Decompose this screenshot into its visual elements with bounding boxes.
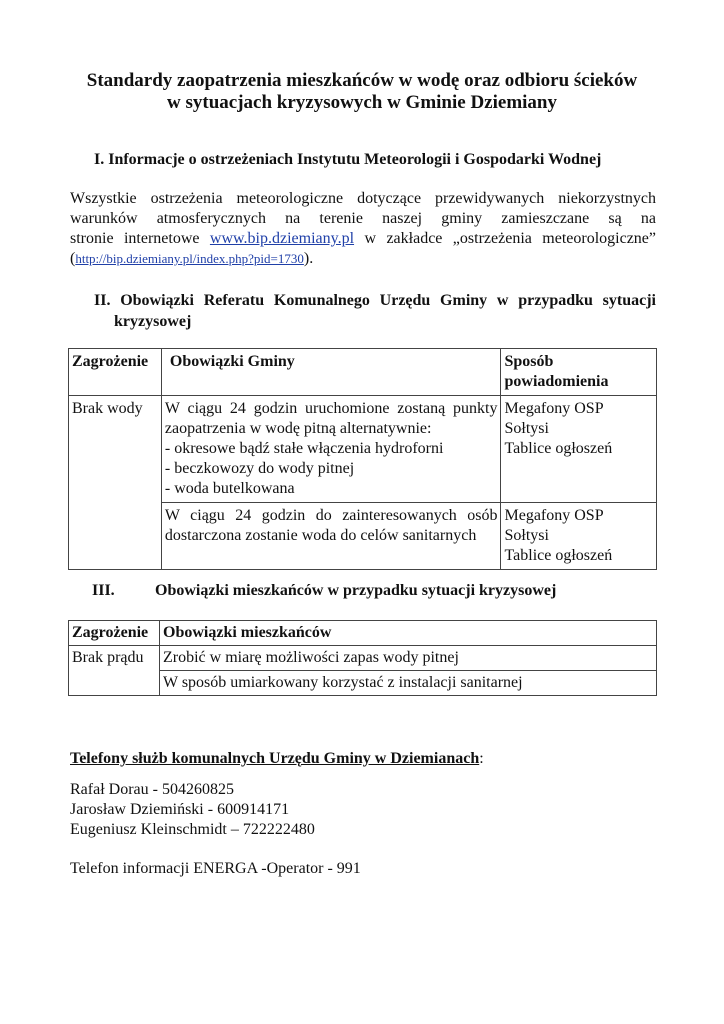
notify-item: Tablice ogłoszeń [504, 440, 613, 457]
header-duties: Obowiązki mieszkańców [160, 621, 657, 646]
title-line-1: Standardy zaopatrzenia mieszkańców w wodę oraz odbioru ścieków [86, 70, 638, 91]
phones-heading-colon: : [479, 750, 484, 767]
notification-cell [501, 396, 657, 503]
paragraph-line-3-post: w zakładce „ostrzeżenia meteorologiczne” [354, 230, 657, 247]
duty-line: W ciągu 24 godzin do zainteresowanych osób [164, 507, 498, 524]
residents-duties-table [68, 620, 657, 696]
section-2-heading-line-2: kryzysowej [114, 313, 192, 330]
duty-line: - okresowe bądź stałe włączenia hydroforni [164, 440, 444, 457]
header-duties: Obowiązki Gminy [161, 349, 501, 396]
duty-line: zaopatrzenia w wodę pitną alternatywnie: [164, 420, 432, 437]
duty-cell: W sposób umiarkowany korzystać z instalacji sanitarnej [160, 671, 657, 696]
duty-line: - beczkowozy do wody pitnej [164, 460, 355, 477]
notify-item: Tablice ogłoszeń [504, 547, 613, 564]
municipality-duties-table [68, 348, 657, 570]
table-row [69, 646, 657, 671]
contact-item: Rafał Dorau - 504260825 [70, 781, 234, 798]
contact-item: Eugeniusz Kleinschmidt – 722222480 [70, 821, 315, 838]
contacts-list [70, 780, 315, 840]
notify-item: Megafony OSP [504, 507, 604, 524]
energa-phone: Telefon informacji ENERGA -Operator - 991 [70, 860, 361, 877]
duty-line: W ciągu 24 godzin uruchomione zostaną punkty [164, 400, 498, 417]
header-threat: Zagrożenie [69, 621, 160, 646]
paren-open: ( [70, 250, 76, 267]
section-2-heading [94, 290, 656, 332]
section-2-heading-line-1: II. Obowiązki Referatu Komunalnego Urzędu Gminy w przypadku sytuacji [94, 292, 656, 309]
section-1-heading: I. Informacje o ostrzeżeniach Instytutu Meteorologii i Gospodarki Wodnej [94, 151, 602, 168]
contact-item: Jarosław Dziemiński - 600914171 [70, 801, 290, 818]
header-notification: Sposób powiadomienia [501, 349, 657, 396]
paragraph-line-1: Wszystkie ostrzeżenia meteorologiczne dotyczące przewidywanych niekorzystnych [70, 190, 656, 207]
paragraph-line-3 [70, 229, 656, 249]
table-header-row [69, 621, 657, 646]
duty-line: dostarczona zostanie woda do celów sanitarnych [164, 527, 477, 544]
section-3-heading: Obowiązki mieszkańców w przypadku sytuacji kryzysowej [155, 582, 557, 599]
duty-cell [161, 503, 501, 570]
phones-heading-text: Telefony służb komunalnych Urzędu Gminy w Dziemianach [70, 750, 480, 767]
document-title [0, 70, 724, 114]
phones-heading [70, 750, 484, 768]
title-line-2: w sytuacjach kryzysowych w Gminie Dziemiany [167, 92, 557, 113]
notify-item: Sołtysi [504, 420, 549, 437]
paragraph-line-3-pre: stronie internetowe [70, 230, 210, 247]
duty-cell: Zrobić w miarę możliwości zapas wody pitnej [160, 646, 657, 671]
table-header-row [69, 349, 657, 396]
duty-line: - woda butelkowana [164, 480, 295, 497]
bip-link[interactable]: www.bip.dziemiany.pl [209, 230, 355, 247]
notify-item: Sołtysi [504, 527, 549, 544]
paragraph-line-4 [70, 249, 656, 269]
duty-cell [161, 396, 501, 503]
notification-cell [501, 503, 657, 570]
section-1-paragraph [70, 189, 656, 269]
notify-item: Megafony OSP [504, 400, 604, 417]
section-3-number: III. [92, 582, 115, 599]
table-row [69, 396, 657, 503]
header-threat: Zagrożenie [69, 349, 162, 396]
threat-cell: Brak prądu [69, 646, 160, 696]
paren-close: ). [303, 250, 314, 267]
paragraph-line-2: warunków atmosferycznych na terenie naszej gminy zamieszczane są na [70, 210, 656, 227]
warnings-page-link[interactable]: http://bip.dziemiany.pl/index.php?pid=1730 [75, 251, 304, 266]
threat-cell: Brak wody [69, 396, 162, 570]
